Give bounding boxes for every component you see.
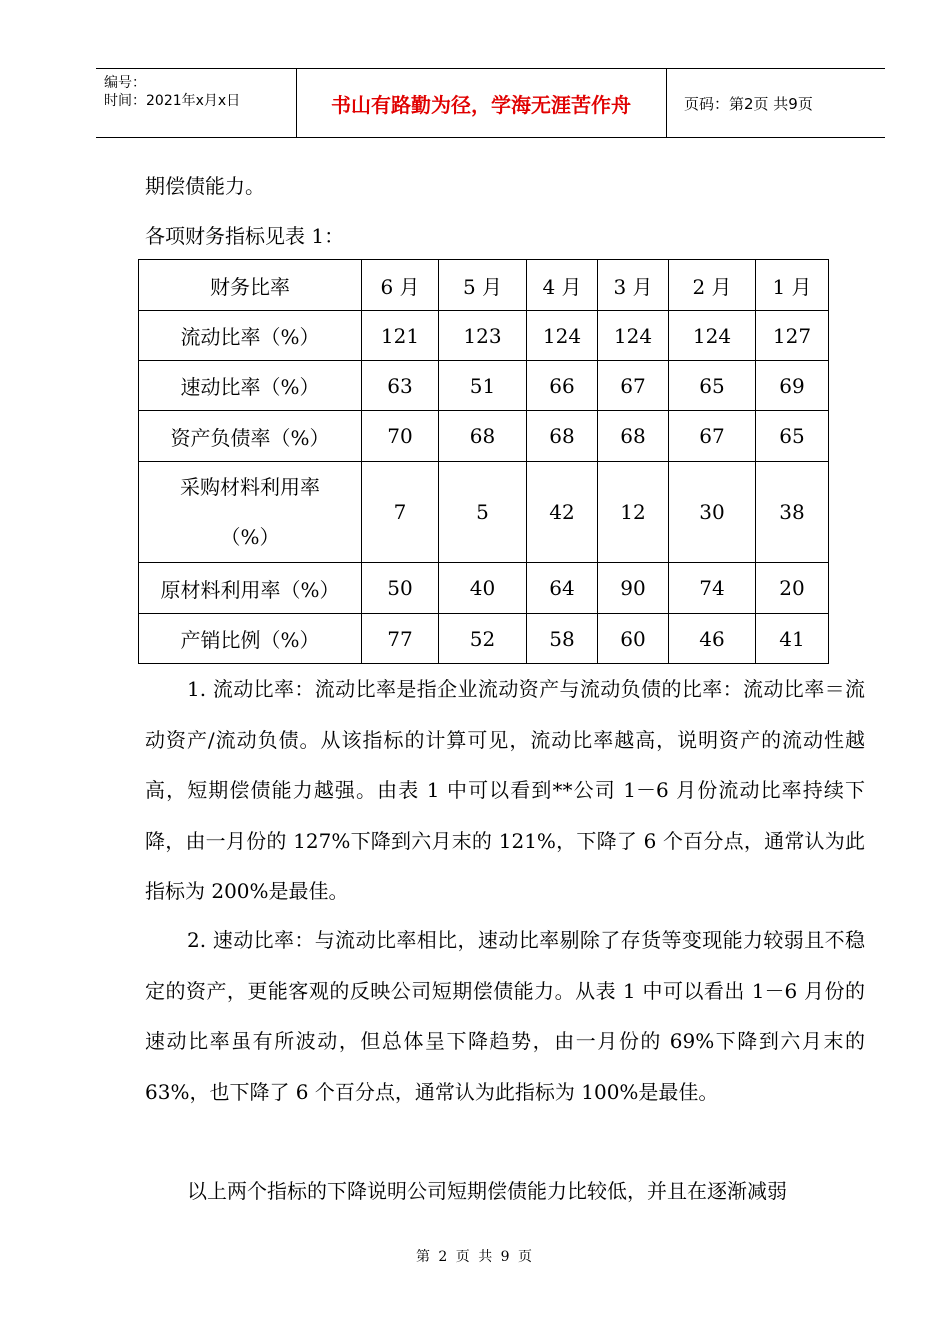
row-label: 资产负债率（%） bbox=[139, 411, 362, 462]
table-cell: 58 bbox=[527, 614, 598, 664]
time-label: 时间：2021年x月x日 bbox=[104, 93, 241, 109]
table-cell: 67 bbox=[669, 411, 756, 462]
table-cell: 41 bbox=[756, 614, 829, 664]
header-page-info bbox=[676, 69, 885, 137]
table-cell: 65 bbox=[756, 411, 829, 462]
table-cell: 38 bbox=[756, 462, 829, 563]
table-cell: 63 bbox=[362, 361, 439, 411]
table-row bbox=[139, 411, 829, 462]
row-label-line: 采购材料利用率 bbox=[180, 475, 320, 499]
table-cell: 5 bbox=[439, 462, 527, 563]
table-cell: 64 bbox=[527, 563, 598, 614]
page-header bbox=[96, 68, 885, 138]
table-cell: 65 bbox=[669, 361, 756, 411]
table-cell: 46 bbox=[669, 614, 756, 664]
table-cell: 12 bbox=[598, 462, 669, 563]
table-cell: 68 bbox=[598, 411, 669, 462]
page-info-text: 页码：第2页 共9页 bbox=[684, 94, 813, 113]
table-cell: 69 bbox=[756, 361, 829, 411]
table-cell: 60 bbox=[598, 614, 669, 664]
table-row bbox=[139, 311, 829, 361]
table-cell: 67 bbox=[598, 361, 669, 411]
paragraph-conclusion: 以上两个指标的下降说明公司短期偿债能力比较低，并且在逐渐减弱 bbox=[187, 1179, 787, 1203]
text-line-top: 期偿债能力。 bbox=[145, 174, 265, 198]
table-cell: 52 bbox=[439, 614, 527, 664]
table-cell: 124 bbox=[527, 311, 598, 361]
row-label: 流动比率（%） bbox=[139, 311, 362, 361]
table-cell: 121 bbox=[362, 311, 439, 361]
table-caption: 各项财务指标见表 1： bbox=[145, 224, 345, 248]
row-label: 产销比例（%） bbox=[139, 614, 362, 664]
table-header-cell: 4 月 bbox=[527, 260, 598, 311]
table-cell: 74 bbox=[669, 563, 756, 614]
table-row bbox=[139, 614, 829, 664]
table-cell: 90 bbox=[598, 563, 669, 614]
table-cell: 70 bbox=[362, 411, 439, 462]
table-row bbox=[139, 563, 829, 614]
table-cell: 7 bbox=[362, 462, 439, 563]
financial-ratio-table bbox=[138, 259, 829, 664]
table-cell: 42 bbox=[527, 462, 598, 563]
table-cell: 30 bbox=[669, 462, 756, 563]
table-row bbox=[139, 361, 829, 411]
table-cell: 66 bbox=[527, 361, 598, 411]
table-cell: 40 bbox=[439, 563, 527, 614]
table-header-cell: 6 月 bbox=[362, 260, 439, 311]
row-label-line: （%） bbox=[220, 525, 280, 549]
page-footer: 第 2 页 共 9 页 bbox=[415, 1249, 535, 1265]
table-header-cell: 财务比率 bbox=[139, 260, 362, 311]
table-header-cell: 5 月 bbox=[439, 260, 527, 311]
table-row bbox=[139, 462, 829, 563]
row-label bbox=[139, 462, 362, 563]
header-motto: 书山有路勤为径，学海无涯苦作舟 bbox=[296, 69, 667, 137]
table-cell: 124 bbox=[669, 311, 756, 361]
row-label: 原材料利用率（%） bbox=[139, 563, 362, 614]
table-header-cell: 3 月 bbox=[598, 260, 669, 311]
table-cell: 123 bbox=[439, 311, 527, 361]
table-cell: 51 bbox=[439, 361, 527, 411]
table-cell: 50 bbox=[362, 563, 439, 614]
paragraph-current-ratio: 1. 流动比率：流动比率是指企业流动资产与流动负债的比率：流动比率＝流动资产/流动负债。从该指标的计算可见，流动比率越高，说明资产的流动性越高，短期偿债能力越强。由表 1 中可以看到**公司 1－6 月份流动比率持续下降，由一月份的 127%下降到六月末的 121%，下降了 6 个百分点，通常认为此指标为 200%是最佳。 bbox=[145, 677, 865, 903]
table-header-cell: 2 月 bbox=[669, 260, 756, 311]
paragraph-quick-ratio: 2. 速动比率：与流动比率相比，速动比率剔除了存货等变现能力较弱且不稳定的资产，更能客观的反映公司短期偿债能力。从表 1 中可以看出 1－6 月份的速动比率虽有所波动，但总体呈下降趋势，由一月份的 69%下降到六月末的 63%，也下降了 6 个百分点，通常认为此指标为 100%是最佳。 bbox=[145, 928, 865, 1104]
number-label: 编号： bbox=[104, 75, 146, 91]
header-meta bbox=[96, 69, 297, 137]
table-cell: 124 bbox=[598, 311, 669, 361]
row-label: 速动比率（%） bbox=[139, 361, 362, 411]
table-header-cell: 1 月 bbox=[756, 260, 829, 311]
table-cell: 77 bbox=[362, 614, 439, 664]
table-cell: 20 bbox=[756, 563, 829, 614]
table-cell: 127 bbox=[756, 311, 829, 361]
table-cell: 68 bbox=[439, 411, 527, 462]
table-cell: 68 bbox=[527, 411, 598, 462]
table-header-row bbox=[139, 260, 829, 311]
